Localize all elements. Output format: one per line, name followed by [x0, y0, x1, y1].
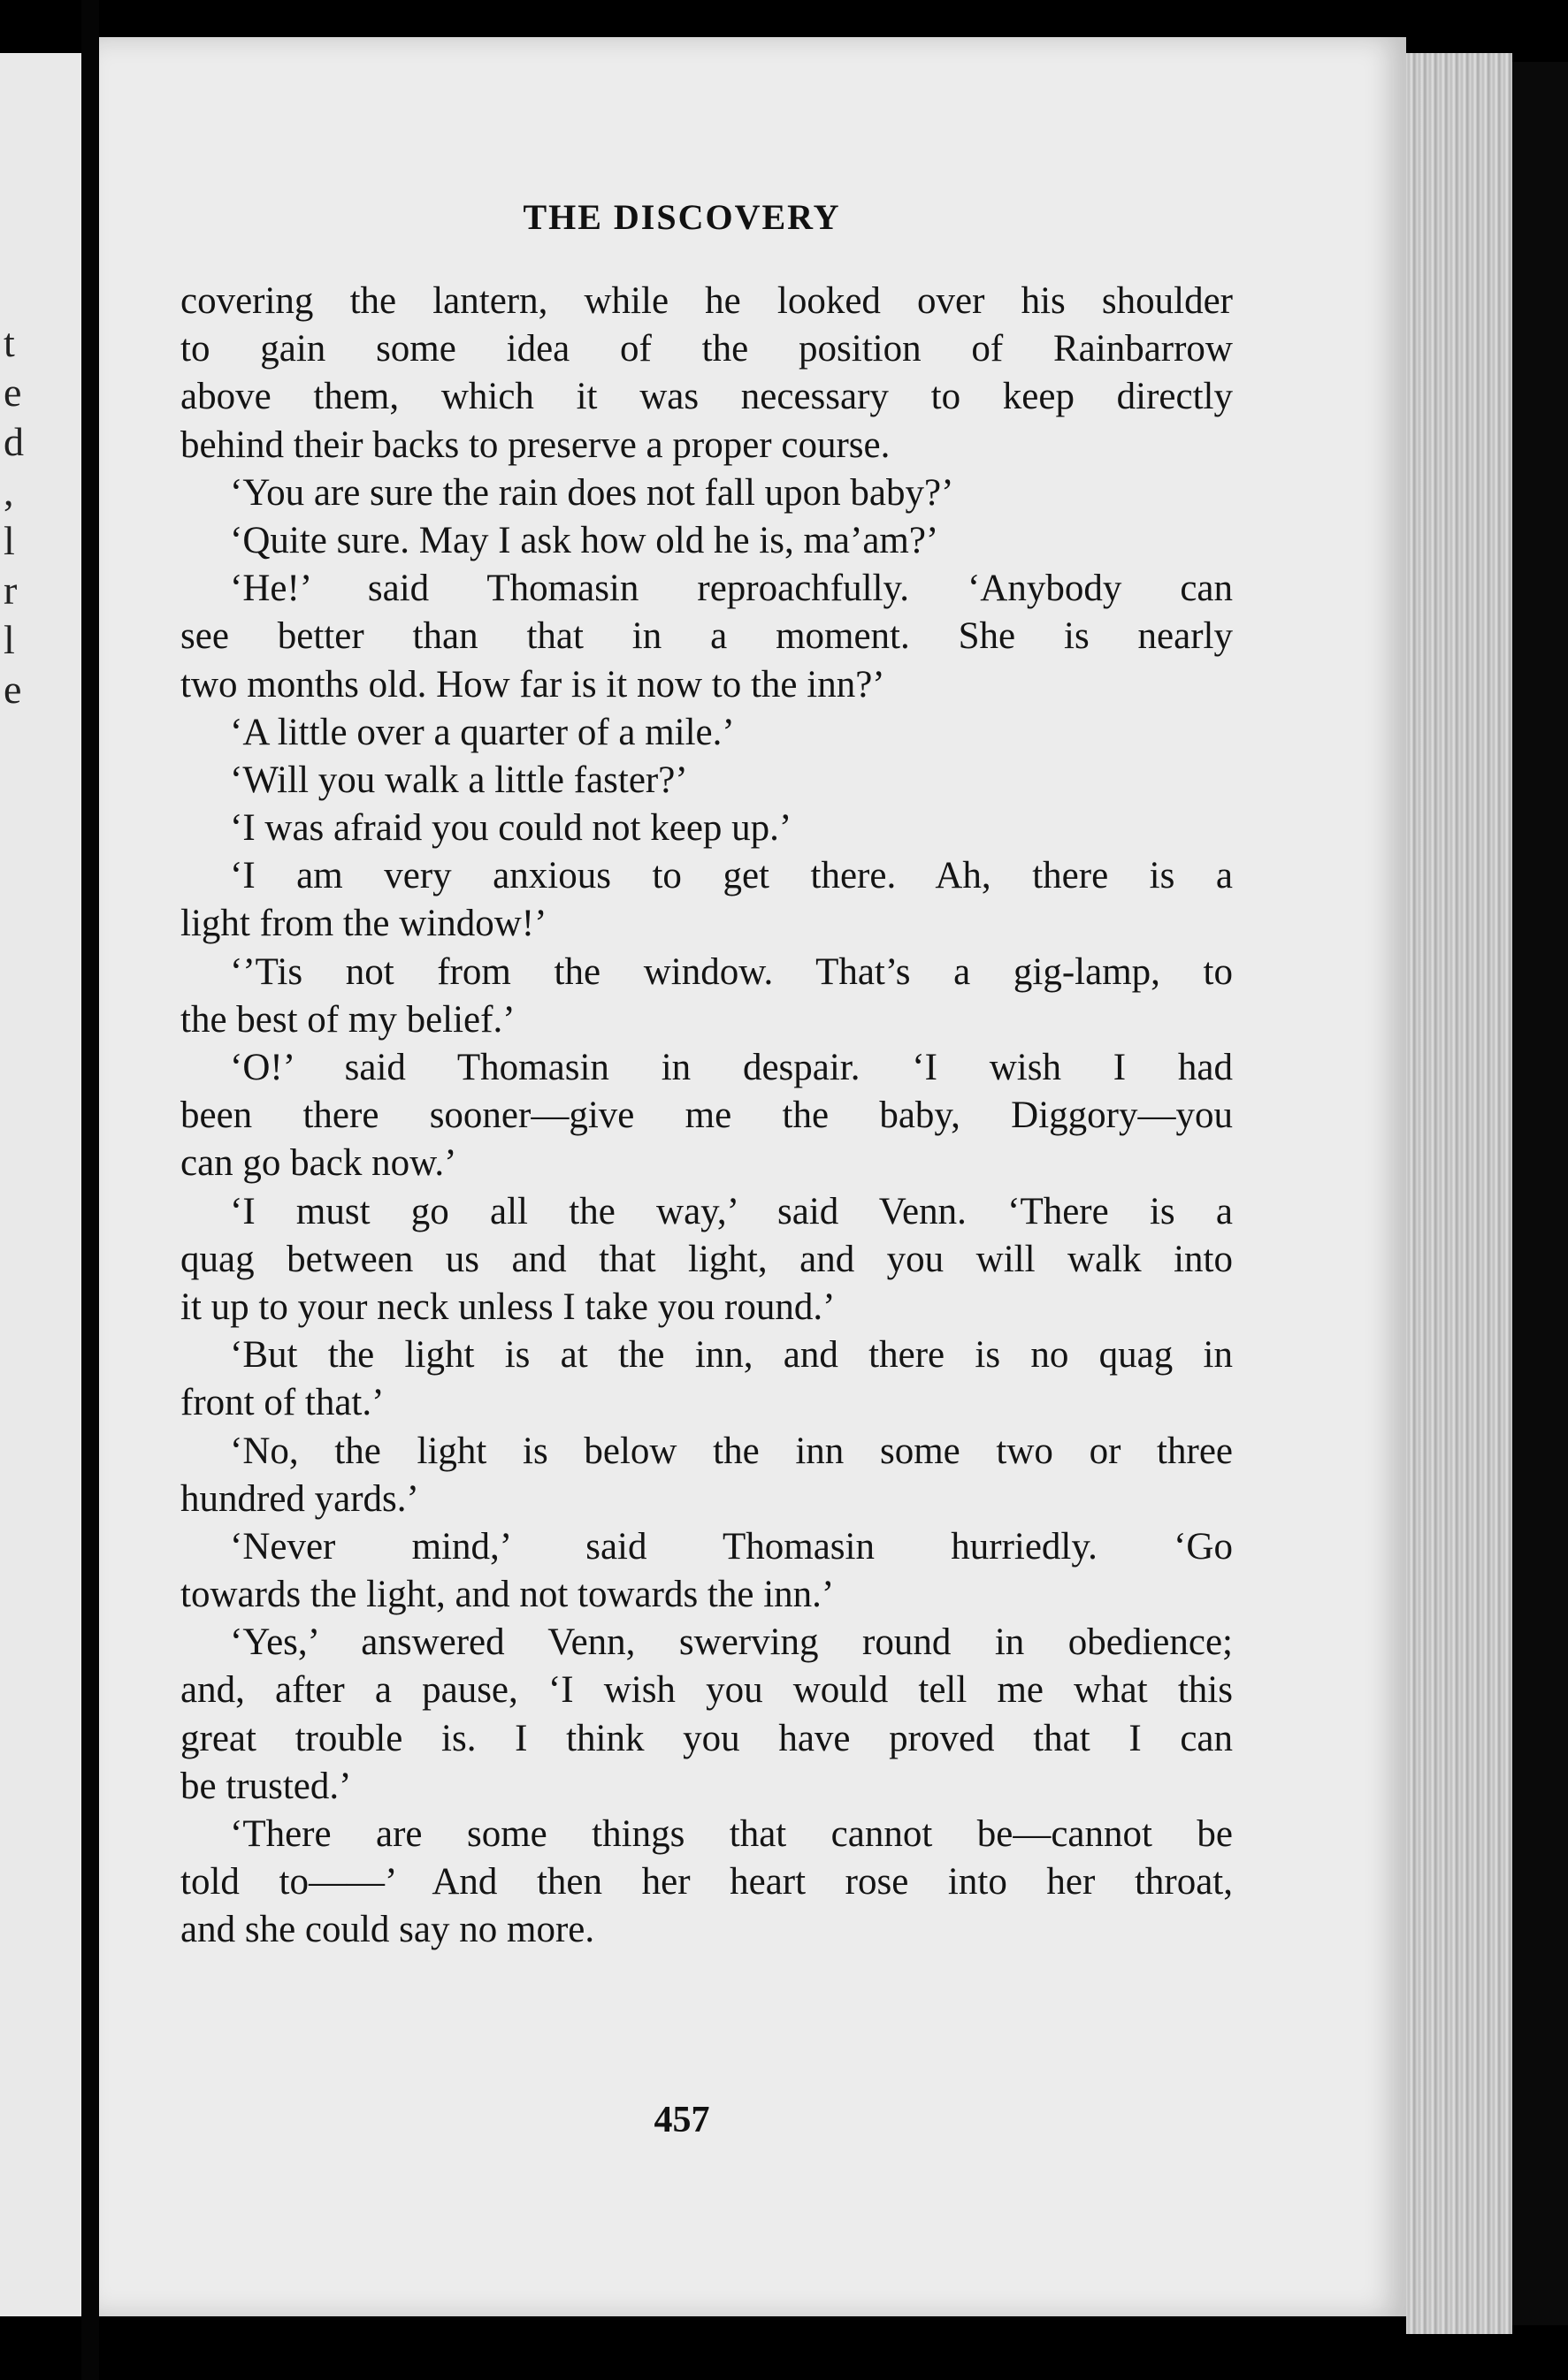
text-line: quag between us and that light, and you will walk into — [180, 1238, 1233, 1280]
body-text — [180, 278, 1233, 1955]
text-line: light from the window!’ — [180, 903, 547, 945]
text-line: two months old. How far is it now to the inn?’ — [180, 663, 885, 706]
text-line: front of that.’ — [180, 1382, 385, 1424]
text-line: ‘O!’ said Thomasin in despair. ‘I wish I had — [230, 1047, 1233, 1088]
facing-page-edge — [0, 53, 81, 2316]
text-line: ‘No, the light is below the inn some two or three — [230, 1430, 1233, 1472]
text-line: behind their backs to preserve a proper course. — [180, 423, 891, 466]
text-line: told to——’ And then her heart rose into her throat, — [180, 1861, 1233, 1903]
text-line: been there sooner—give me the baby, Diggory—you — [180, 1095, 1233, 1137]
text-line: ‘You are sure the rain does not fall upon baby?’ — [230, 471, 954, 514]
text-line: ‘I am very anxious to get there. Ah, there is a — [230, 855, 1233, 897]
text-line: the best of my belief.’ — [180, 998, 516, 1041]
text-line: ‘A little over a quarter of a mile.’ — [230, 711, 735, 753]
text-line: see better than that in a moment. She is nearly — [180, 615, 1233, 658]
text-line: ‘Will you walk a little faster?’ — [230, 759, 688, 801]
text-line: and, after a pause, ‘I wish you would tell me what this — [180, 1669, 1233, 1712]
text-line: ‘There are some things that cannot be—cannot be — [230, 1813, 1233, 1855]
text-line: ‘I was afraid you could not keep up.’ — [230, 807, 792, 850]
text-line: can go back now.’ — [180, 1142, 457, 1185]
text-line: it up to your neck unless I take you round.’ — [180, 1285, 836, 1328]
text-line: be trusted.’ — [180, 1765, 352, 1807]
text-line: ‘But the light is at the inn, and there is no quag in — [230, 1334, 1233, 1377]
text-line: great trouble is. I think you have proved that I can — [180, 1717, 1233, 1759]
text-line: ‘Yes,’ answered Venn, swerving round in obedience; — [230, 1621, 1233, 1664]
text-line: ‘He!’ said Thomasin reproachfully. ‘Anybody can — [230, 568, 1233, 610]
text-line: and she could say no more. — [180, 1909, 595, 1951]
text-line: towards the light, and not towards the inn.’ — [180, 1574, 835, 1616]
text-line: to gain some idea of the position of Rainbarrow — [180, 328, 1233, 370]
text-line: ‘I must go all the way,’ said Venn. ‘There is a — [230, 1190, 1233, 1232]
text-line: ‘Never mind,’ said Thomasin hurriedly. ‘Go — [230, 1525, 1233, 1568]
text-line: ‘’Tis not from the window. That’s a gig-lamp, to — [230, 950, 1233, 993]
page-number: 457 — [654, 2100, 710, 2140]
book-cover-edge — [1512, 62, 1568, 2325]
text-line: above them, which it was necessary to keep directly — [180, 376, 1233, 418]
gutter-shadow — [81, 0, 99, 2380]
book-page — [99, 37, 1406, 2316]
facing-page-fragments: t e d , l r l e — [4, 320, 24, 712]
text-line: covering the lantern, while he looked over his shoulder — [180, 280, 1233, 322]
text-line: ‘Quite sure. May I ask how old he is, ma’am?’ — [230, 519, 939, 561]
text-line: hundred yards.’ — [180, 1477, 419, 1520]
page-fore-edge — [1406, 53, 1512, 2334]
running-head: THE DISCOVERY — [523, 197, 841, 237]
